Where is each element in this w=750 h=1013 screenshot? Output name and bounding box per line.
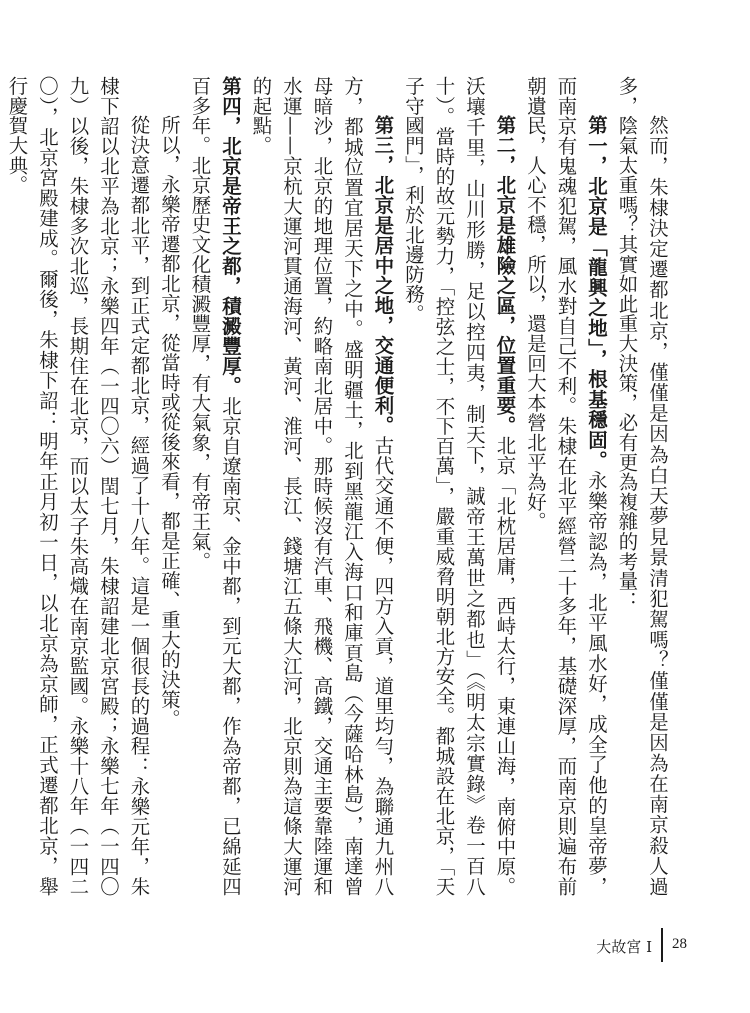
paragraph-1-text: 然而，朱棣決定遷都北京，僅僅是因為白天夢見景清犯駕嗎？僅僅是因為在南京殺人過多，陰氣太重嗎？其實如此重大決策，必有更為複雜的考量：	[615, 76, 669, 896]
book-title: 大故宮 I	[596, 938, 652, 956]
paragraph-2-text: 永樂帝認為，北平風水好，成全了他的皇帝夢，而南京有鬼魂犯駕，風水對自己不利。朱棣在北平經營二十多年，基礎深厚，而南京則遍布前朝遺民，人心不穩，所以，還是回大本營北平為好。	[524, 76, 608, 896]
paragraph-3-text: 北京「北枕居庸，西峙太行，東連山海，南俯中原。沃壤千里，山川形勝，足以控四夷，制天下，誠帝王萬世之都也」（《明太宗實錄》卷一百八十）。當時的故元勢力，「控弦之士，不下百萬」，嚴重威脅明朝北方安全。都城設在北京，「天子守國門」，利於北邊防務。	[402, 76, 517, 896]
paragraph-4-lead: 第三，北京是居中之地，交通便利。	[371, 114, 395, 436]
paragraph-2-lead: 第一，北京是「龍興之地」，根基穩固。	[585, 114, 608, 471]
paragraph-7	[1, 76, 154, 896]
paragraph-4-text: 古代交通不便，四方入貢，道里均勻，為聯通九州八方，都城位置宜居天下之中。盛明疆土，北到黑龍江入海口和庫頁島（今薩哈林島），南達曾母暗沙，北京的地理位置，約略南北居中。那時候沒有汽車、飛機、高鐵，交通主要靠陸運和水運——京杭大運河貫通海河、黃河、淮河、長江、錢塘江五條大江河，北京則為這條大運河的起點。	[249, 76, 395, 896]
paragraph-6	[154, 76, 185, 896]
paragraph-6-text: 所以，永樂帝遷都北京，從當時或從後來看，都是正確、重大的決策。	[158, 114, 181, 729]
page-footer	[0, 928, 750, 968]
paragraph-3-lead: 第二，北京是雄險之區，位置重要。	[493, 114, 517, 436]
paragraph-7-text: 從決意遷都北平，到正式定都北京，經過了十八年。這是一個很長的過程：永樂元年，朱棣下詔以北平為北京；永樂四年（一四〇六）閏七月，朱棣詔建北京宮殿；永樂七年（一四〇九）以後，朱棣多次北巡，長期住在北京，而以太子朱高熾在南京監國。永樂十八年（一四二〇），北京宮殿建成。爾後，朱棣下詔：明年正月初一日，以北京為京師，正式遷都北京，舉行慶賀大典。	[5, 76, 151, 896]
paragraph-5-text: 北京自遼南京、金中都，到元大都，作為帝都，已綿延四百多年。北京歷史文化積澱豐厚，有大氣象，有帝王氣。	[188, 76, 242, 896]
paragraph-4	[245, 76, 398, 896]
footer-divider	[661, 928, 663, 962]
paragraph-5	[184, 76, 245, 896]
vertical-text-body	[5, 76, 672, 896]
paragraph-2	[520, 76, 612, 896]
paragraph-5-lead: 第四，北京是帝王之都，積澱豐厚。	[219, 76, 242, 397]
paragraph-3	[398, 76, 520, 896]
page-number: 28	[672, 936, 687, 952]
paragraph-1	[611, 76, 672, 896]
